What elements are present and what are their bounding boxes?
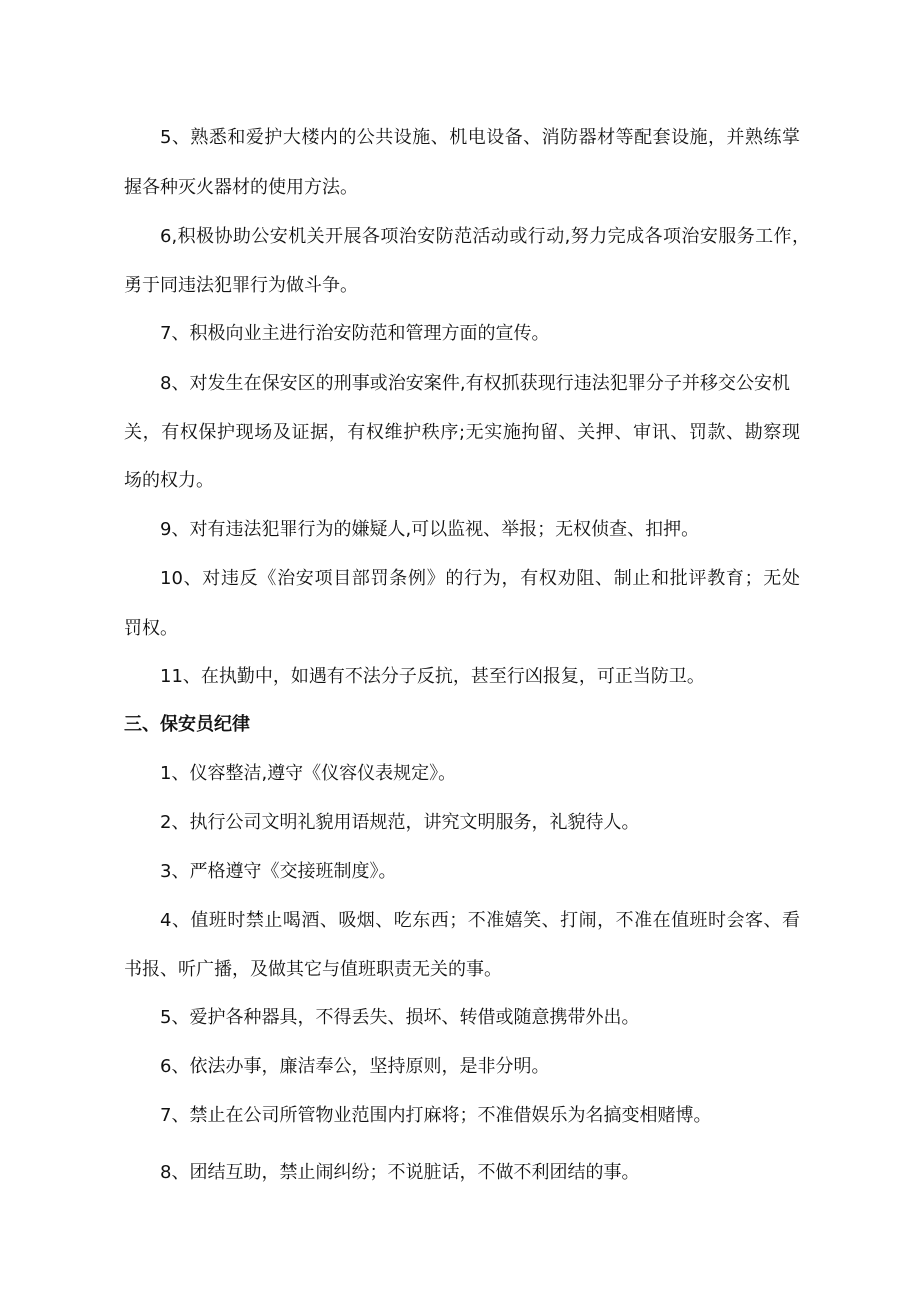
item-8-line-1: 8、对发生在保安区的刑事或治安案件,有权抓获现行违法犯罪分子并移交公安机 xyxy=(160,373,790,394)
discipline-4-line-2: 书报、听广播，及做其它与值班职责无关的事。 xyxy=(124,959,502,980)
item-8-line-2: 关，有权保护现场及证据，有权维护秩序;无实施拘留、关押、审讯、罚款、勘察现 xyxy=(124,422,800,443)
item-7-line-1: 7、积极向业主进行治安防范和管理方面的宣传。 xyxy=(160,323,550,344)
item-6-line-1: 6,积极协助公安机关开展各项治安防范活动或行动,努力完成各项治安服务工作， xyxy=(160,226,810,247)
section-heading: 三、保安员纪律 xyxy=(124,714,250,735)
discipline-5: 5、爱护各种器具，不得丢失、损坏、转借或随意携带外出。 xyxy=(160,1007,640,1028)
item-8-line-3: 场的权力。 xyxy=(124,470,214,491)
item-10-line-2: 罚权。 xyxy=(124,618,178,639)
discipline-4-line-1: 4、值班时禁止喝酒、吸烟、吃东西；不准嬉笑、打闹，不准在值班时会客、看 xyxy=(160,910,800,931)
item-5-line-1: 5、熟悉和爱护大楼内的公共设施、机电设备、消防器材等配套设施，并熟练掌 xyxy=(160,127,800,148)
item-9-line-1: 9、对有违法犯罪行为的嫌疑人,可以监视、举报；无权侦查、扣押。 xyxy=(160,519,700,540)
discipline-7: 7、禁止在公司所管物业范围内打麻将；不准借娱乐为名搞变相赌博。 xyxy=(160,1105,712,1126)
discipline-6: 6、依法办事，廉洁奉公，坚持原则，是非分明。 xyxy=(160,1056,550,1077)
item-5-line-2: 握各种灭火器材的使用方法。 xyxy=(124,177,358,198)
discipline-1: 1、仪容整洁,遵守《仪容仪表规定》。 xyxy=(160,763,457,784)
item-11-line-1: 11、在执勤中，如遇有不法分子反抗，甚至行凶报复，可正当防卫。 xyxy=(160,666,705,687)
item-6-line-2: 勇于同违法犯罪行为做斗争。 xyxy=(124,275,358,296)
item-10-line-1: 10、对违反《治安项目部罚条例》的行为，有权劝阻、制止和批评教育；无处 xyxy=(160,568,800,589)
discipline-2: 2、执行公司文明礼貌用语规范，讲究文明服务，礼貌待人。 xyxy=(160,812,640,833)
discipline-8: 8、团结互助，禁止闹纠纷；不说脏话，不做不利团结的事。 xyxy=(160,1162,640,1183)
discipline-3: 3、严格遵守《交接班制度》。 xyxy=(160,861,397,882)
